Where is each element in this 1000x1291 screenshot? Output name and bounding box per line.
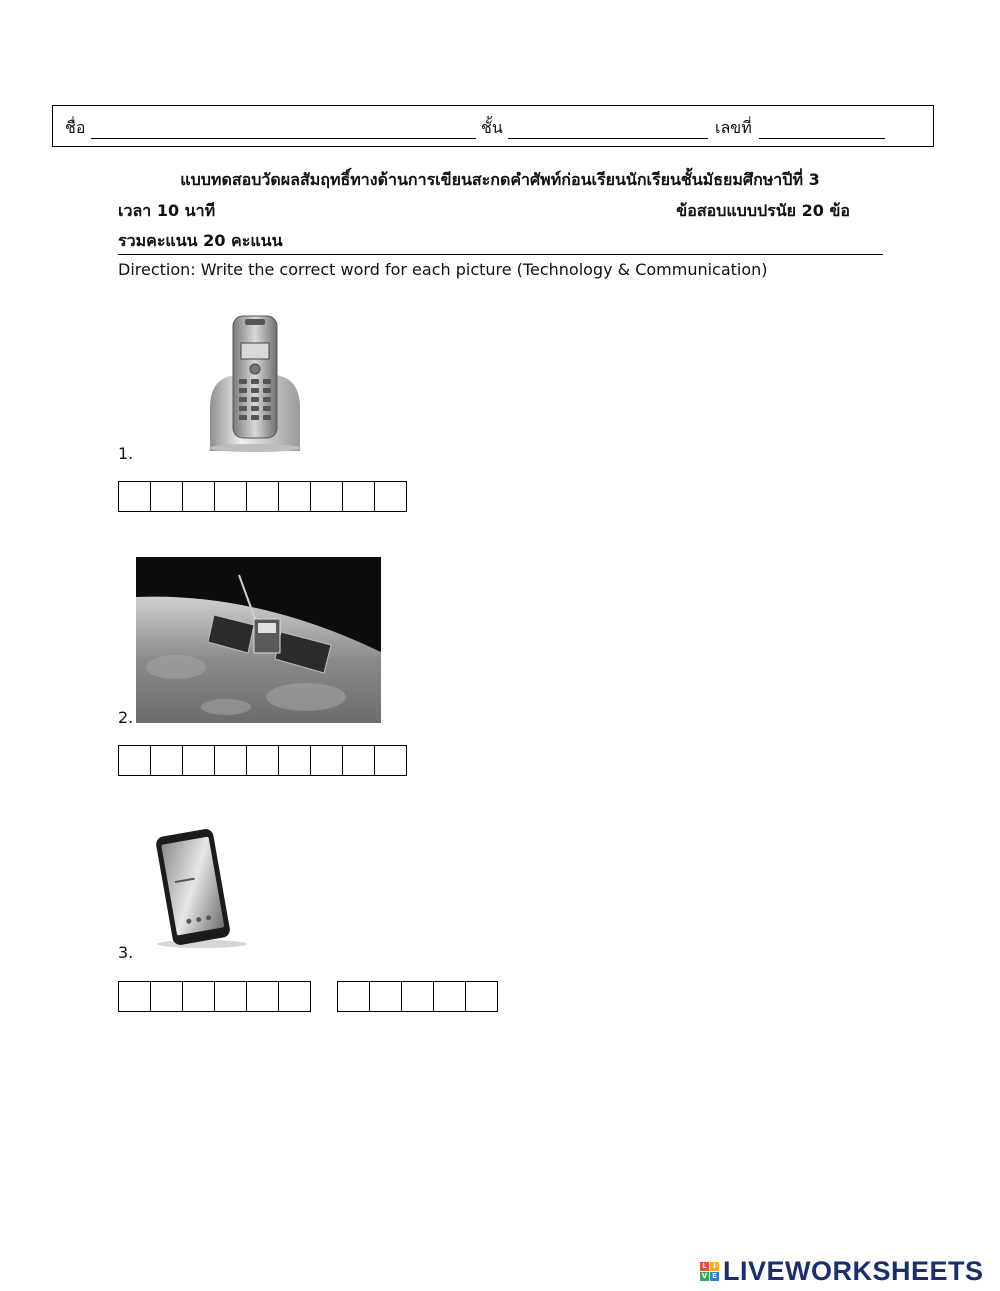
letter-box[interactable] bbox=[214, 745, 247, 776]
letter-box[interactable] bbox=[150, 481, 183, 512]
letter-box[interactable] bbox=[278, 481, 311, 512]
letter-box[interactable] bbox=[310, 481, 343, 512]
number-field[interactable] bbox=[759, 138, 885, 139]
logo-mark-letter: E bbox=[710, 1272, 719, 1281]
liveworksheets-logo-mark bbox=[700, 1262, 719, 1281]
letter-box[interactable] bbox=[182, 981, 215, 1012]
letter-box[interactable] bbox=[465, 981, 498, 1012]
test-type: ข้อสอบแบบปรนัย 20 ข้อ bbox=[676, 201, 850, 220]
cordless-telephone-image bbox=[205, 313, 305, 453]
class-field[interactable] bbox=[508, 138, 708, 139]
letter-box[interactable] bbox=[342, 481, 375, 512]
logo-mark-letter: L bbox=[700, 1262, 709, 1271]
letter-box[interactable] bbox=[342, 745, 375, 776]
letter-box[interactable] bbox=[310, 745, 343, 776]
satellite-image bbox=[136, 557, 381, 723]
logo-mark-letter: I bbox=[710, 1262, 719, 1271]
letter-box[interactable] bbox=[246, 981, 279, 1012]
divider bbox=[118, 254, 883, 255]
question-3-number: 3. bbox=[118, 943, 134, 962]
answer-boxes-2[interactable] bbox=[118, 745, 407, 776]
letter-box[interactable] bbox=[374, 745, 407, 776]
letter-box[interactable] bbox=[401, 981, 434, 1012]
logo-mark-letter: V bbox=[701, 1272, 708, 1280]
letter-box[interactable] bbox=[246, 745, 279, 776]
letter-box[interactable] bbox=[118, 745, 151, 776]
name-field[interactable] bbox=[91, 138, 476, 139]
letter-box[interactable] bbox=[150, 745, 183, 776]
letter-box[interactable] bbox=[182, 481, 215, 512]
letter-box[interactable] bbox=[118, 481, 151, 512]
letter-box[interactable] bbox=[150, 981, 183, 1012]
number-label: เลขที่ bbox=[715, 118, 752, 137]
liveworksheets-logo-text: LIVEWORKSHEETS bbox=[723, 1256, 984, 1286]
letter-box[interactable] bbox=[182, 745, 215, 776]
class-label: ชั้น bbox=[481, 118, 503, 137]
time-limit: เวลา 10 นาที bbox=[118, 201, 216, 220]
letter-box[interactable] bbox=[214, 481, 247, 512]
letter-box[interactable] bbox=[433, 981, 466, 1012]
liveworksheets-logo bbox=[700, 1256, 984, 1287]
answer-boxes-3-word-2[interactable] bbox=[337, 981, 498, 1012]
answer-boxes-3-word-1[interactable] bbox=[118, 981, 311, 1012]
smartphone-image bbox=[150, 828, 250, 950]
letter-box[interactable] bbox=[278, 981, 311, 1012]
letter-box[interactable] bbox=[246, 481, 279, 512]
question-1-number: 1. bbox=[118, 444, 134, 463]
test-title: แบบทดสอบวัดผลสัมฤทธิ์ทางด้านการเขียนสะกดคำศัพท์ก่อนเรียนนักเรียนชั้นมัธยมศึกษาปีที่ 3 bbox=[180, 170, 820, 189]
direction-text: Direction: Write the correct word for each picture (Technology & Communication) bbox=[118, 260, 768, 279]
letter-box[interactable] bbox=[214, 981, 247, 1012]
name-label: ชื่อ bbox=[65, 118, 86, 137]
total-score: รวมคะแนน 20 คะแนน bbox=[118, 231, 283, 250]
letter-box[interactable] bbox=[369, 981, 402, 1012]
question-2-number: 2. bbox=[118, 708, 134, 727]
letter-box[interactable] bbox=[337, 981, 370, 1012]
letter-box[interactable] bbox=[374, 481, 407, 512]
answer-boxes-1[interactable] bbox=[118, 481, 407, 512]
letter-box[interactable] bbox=[118, 981, 151, 1012]
letter-box[interactable] bbox=[278, 745, 311, 776]
student-info-box bbox=[52, 105, 934, 147]
